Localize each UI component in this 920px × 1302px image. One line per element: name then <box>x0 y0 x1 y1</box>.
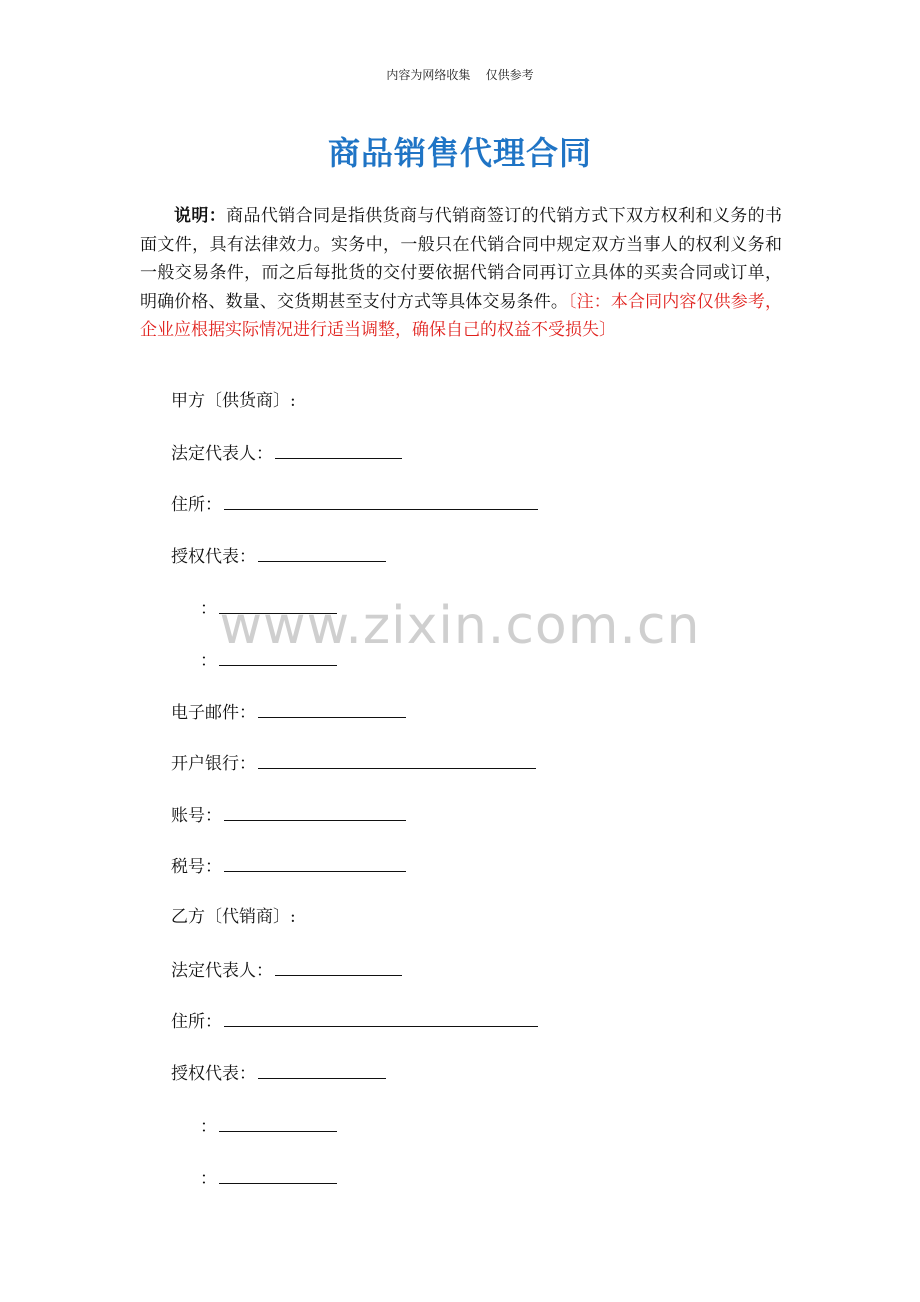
party-a-legal-rep-row <box>171 441 402 466</box>
intro-lead: 说明： <box>174 206 227 226</box>
party-b-legal-rep-field[interactable] <box>275 958 402 976</box>
party-a-blank2-row <box>200 648 337 673</box>
party-a-account-field[interactable] <box>224 803 406 821</box>
party-a-legal-rep-field[interactable] <box>275 441 402 459</box>
party-a-address-field[interactable] <box>224 492 538 510</box>
party-b-authorized-rep-field[interactable] <box>258 1061 386 1079</box>
party-b-blank1-label: ： <box>200 1117 217 1137</box>
party-a-bank-row <box>171 751 536 776</box>
party-a-account-label: 账号： <box>171 806 222 826</box>
party-a-heading: 甲方〔供货商〕: <box>171 391 296 411</box>
intro-body: 商品代销合同是指供货商与代销商签订的代销方式下双方权利和义务的书面文件，具有法律效力。实务中，一般只在代销合同中规定双方当事人的权利义务和一般交易条件，而之后每批货的交付要依据代销合同再订立具体的买卖合同或订单，明确价格、数量、交货期甚至支付方式等具体交易条件。 <box>140 206 783 312</box>
party-a-authorized-rep-field[interactable] <box>258 544 386 562</box>
party-a-authorized-rep-row <box>171 544 386 569</box>
party-b-blank1-row <box>200 1114 337 1139</box>
party-a-address-label: 住所： <box>171 495 222 515</box>
party-a-email-field[interactable] <box>258 700 406 718</box>
party-a-blank1-field[interactable] <box>219 596 337 614</box>
party-a-email-label: 电子邮件： <box>171 703 256 723</box>
intro-note: 〔注：本合同内容仅供参考，企业应根据实际情况进行适当调整，确保自己的权益不受损失〕 <box>140 291 783 340</box>
party-b-blank1-field[interactable] <box>219 1114 337 1132</box>
party-a-authorized-rep-label: 授权代表： <box>171 547 256 567</box>
party-b-blank2-field[interactable] <box>219 1166 337 1184</box>
page-header: 内容为网络收集 仅供参考 <box>386 68 534 82</box>
party-b-heading: 乙方〔代销商〕: <box>171 907 296 927</box>
party-b-blank2-label: ： <box>200 1169 217 1189</box>
party-a-bank-field[interactable] <box>258 751 536 769</box>
party-b-legal-rep-label: 法定代表人： <box>171 961 273 981</box>
party-a-bank-label: 开户银行： <box>171 754 256 774</box>
watermark: www.zixin.com.cn <box>219 596 701 656</box>
party-a-tax-row <box>171 854 406 879</box>
party-a-legal-rep-label: 法定代表人： <box>171 444 273 464</box>
party-a-account-row <box>171 803 406 828</box>
party-a-tax-field[interactable] <box>224 854 406 872</box>
party-a-tax-label: 税号： <box>171 857 222 877</box>
party-a-email-row <box>171 700 406 725</box>
party-b-blank2-row <box>200 1166 337 1191</box>
party-a-address-row <box>171 492 538 517</box>
intro-paragraph <box>140 202 782 345</box>
document-title: 商品销售代理合同 <box>327 134 592 172</box>
party-b-address-label: 住所： <box>171 1012 222 1032</box>
party-b-authorized-rep-label: 授权代表： <box>171 1064 256 1084</box>
party-b-legal-rep-row <box>171 958 402 983</box>
party-b-address-row <box>171 1009 538 1034</box>
party-a-blank2-field[interactable] <box>219 648 337 666</box>
party-b-authorized-rep-row <box>171 1061 386 1086</box>
party-a-blank1-label: ： <box>200 599 217 619</box>
party-b-address-field[interactable] <box>224 1009 538 1027</box>
party-a-blank1-row <box>200 596 337 621</box>
party-a-blank2-label: ： <box>200 651 217 671</box>
